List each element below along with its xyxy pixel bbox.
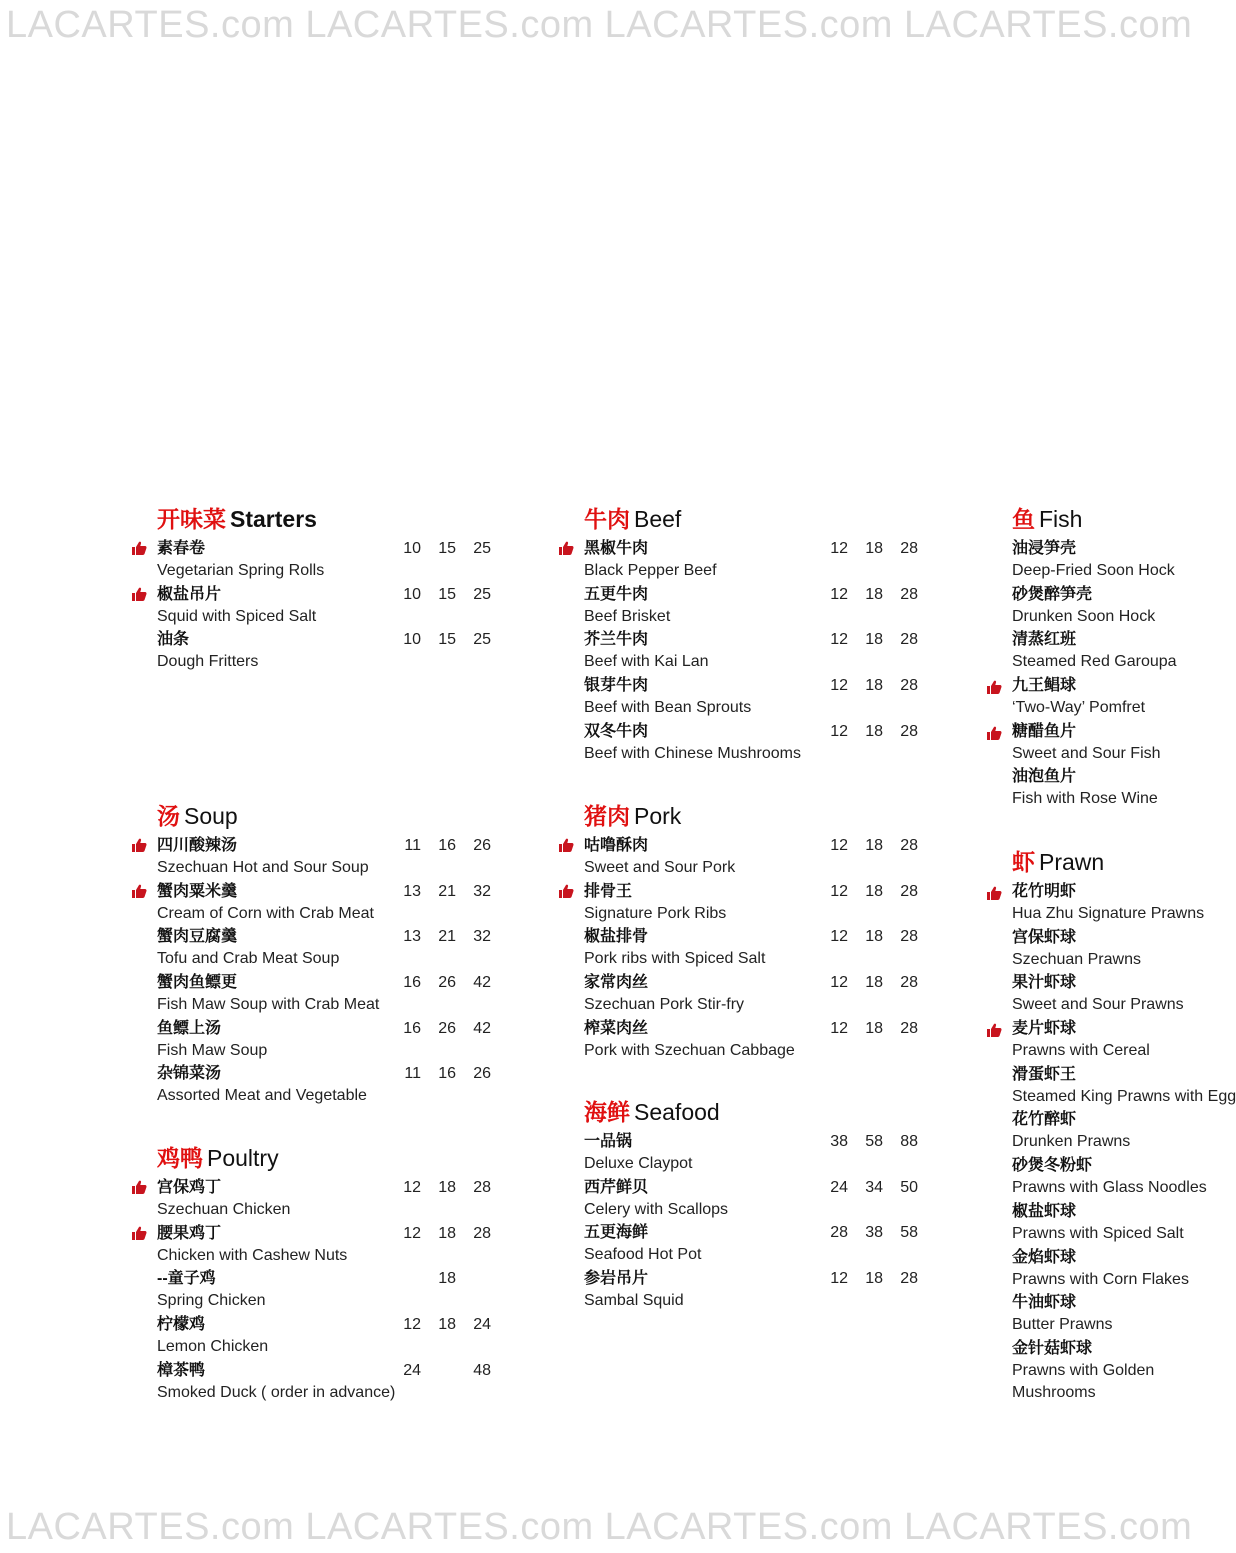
menu-item [1012, 675, 1200, 721]
section-heading [157, 1141, 537, 1175]
price-large: 28 [900, 928, 918, 946]
price-small: 12 [830, 722, 848, 740]
item-name-zh: 油泡鱼片 [1012, 768, 1077, 786]
item-name-zh: 素春卷 [157, 540, 206, 557]
price-small: 16 [403, 974, 421, 992]
menu-item [1012, 1201, 1200, 1247]
item-name-en: Spring Chicken [157, 1292, 266, 1310]
price-large: 28 [900, 1019, 918, 1037]
price-medium: 18 [865, 837, 883, 854]
item-name-en: Smoked Duck ( order in advance) [157, 1383, 396, 1401]
price-large: 50 [900, 1178, 918, 1196]
item-name-en: Beef with Chinese Mushrooms [584, 744, 801, 762]
price-large: 25 [473, 540, 491, 557]
item-name-zh: 椒盐排骨 [584, 928, 649, 946]
menu-item [1012, 1018, 1200, 1064]
price-large: 32 [473, 928, 491, 946]
item-name-en: Deluxe Claypot [584, 1155, 693, 1172]
section-heading [157, 502, 537, 536]
price-medium: 18 [865, 882, 883, 900]
thumbs-up-icon [558, 884, 574, 898]
price-medium: 15 [438, 540, 456, 557]
item-list [157, 538, 537, 675]
price-medium: 18 [865, 631, 883, 649]
price-small: 10 [403, 540, 421, 557]
price-medium [426, 1360, 456, 1382]
price-small [391, 1268, 421, 1290]
menu-item [157, 629, 537, 675]
item-name-zh: 蟹肉粟米羹 [157, 882, 238, 900]
menu-item [157, 835, 537, 881]
menu-item [584, 721, 964, 767]
menu-item [157, 1268, 537, 1314]
price-small: 13 [403, 928, 421, 946]
item-name-en: ‘Two-Way’ Pomfret [1012, 699, 1146, 717]
item-name-zh: 双冬牛肉 [584, 722, 649, 740]
menu-item [584, 1018, 964, 1064]
price-large: 28 [900, 837, 918, 854]
item-name-zh: 参岩吊片 [584, 1270, 649, 1288]
item-name-en: Drunken Soon Hock [1012, 607, 1156, 625]
item-name-en: Butter Prawns [1012, 1316, 1113, 1334]
item-name-en: Seafood Hot Pot [584, 1246, 702, 1264]
item-name-zh: 杂锦菜汤 [157, 1065, 222, 1083]
price-small: 24 [403, 1361, 421, 1379]
thumbs-up-icon [986, 886, 1002, 900]
item-name-zh: 五更海鲜 [584, 1224, 649, 1242]
price-small: 38 [830, 1133, 848, 1150]
thumbs-up-icon [131, 1180, 147, 1194]
item-name-zh: 花竹醉虾 [1012, 1111, 1077, 1129]
price-medium: 16 [438, 837, 456, 854]
section-title-zh: 海鲜 [584, 1099, 630, 1125]
menu-item [1012, 1247, 1200, 1293]
watermark-top: LACARTES.com LACARTES.com LACARTES.com LACARTES.com [6, 4, 1193, 46]
item-name-zh: 腰果鸡丁 [157, 1224, 222, 1242]
menu-item [1012, 766, 1200, 812]
price-small: 28 [830, 1224, 848, 1242]
menu-item [584, 538, 964, 584]
price-medium: 18 [865, 540, 883, 557]
section-title-en: Fish [1039, 506, 1083, 532]
menu-item [584, 584, 964, 630]
section-starters [157, 502, 537, 675]
menu-item [584, 835, 964, 881]
menu-item [1012, 1064, 1236, 1110]
item-name-en: Black Pepper Beef [584, 562, 717, 579]
menu-item [157, 881, 537, 927]
price-medium: 18 [865, 974, 883, 992]
thumbs-up-icon [558, 838, 574, 852]
item-name-en: Sambal Squid [584, 1292, 684, 1310]
item-name-zh: 一品锅 [584, 1133, 633, 1150]
thumbs-up-icon [131, 541, 147, 555]
price-small: 12 [830, 585, 848, 603]
menu-item [1012, 927, 1200, 973]
menu-item [584, 881, 964, 927]
item-list [584, 1131, 964, 1314]
item-name-zh: 黑椒牛肉 [584, 540, 649, 557]
item-name-zh: 糖醋鱼片 [1012, 722, 1077, 740]
item-name-zh: 芥兰牛肉 [584, 631, 649, 649]
section-title-en: Poultry [207, 1145, 279, 1171]
item-name-zh: 花竹明虾 [1012, 883, 1077, 900]
section-soup [157, 799, 537, 1109]
item-name-en: Celery with Scallops [584, 1200, 729, 1218]
price-small: 12 [403, 1316, 421, 1334]
item-name-zh: 九王鲳球 [1012, 677, 1077, 695]
section-title-zh: 汤 [157, 803, 180, 829]
menu-item [157, 584, 537, 630]
price-large: 42 [473, 974, 491, 992]
price-small: 10 [403, 585, 421, 603]
item-name-zh: 银芽牛肉 [584, 677, 649, 695]
section-title-en: Prawn [1039, 849, 1105, 875]
price-large: 28 [900, 677, 918, 695]
item-name-en: Beef with Bean Sprouts [584, 699, 752, 717]
section-heading [157, 799, 537, 833]
section-heading [1012, 845, 1200, 879]
thumbs-up-icon [131, 884, 147, 898]
price-medium: 34 [865, 1178, 883, 1196]
item-name-zh: 宫保鸡丁 [157, 1179, 222, 1196]
item-name-en: Sweet and Sour Pork [584, 859, 736, 876]
price-medium: 18 [865, 585, 883, 603]
price-large: 26 [473, 837, 491, 854]
item-name-en: Lemon Chicken [157, 1338, 269, 1356]
item-name-en: Prawns with Cereal [1012, 1042, 1150, 1060]
thumbs-up-icon [986, 1023, 1002, 1037]
price-large: 88 [900, 1133, 918, 1150]
price-small: 12 [830, 974, 848, 992]
menu-item [1012, 1292, 1200, 1338]
thumbs-up-icon [131, 587, 147, 601]
menu-item [584, 926, 964, 972]
menu-item [1012, 1109, 1200, 1155]
item-name-en: Fish Maw Soup with Crab Meat [157, 996, 380, 1014]
price-medium: 15 [438, 631, 456, 649]
section-heading [584, 799, 964, 833]
price-medium: 15 [438, 585, 456, 603]
price-large [461, 1268, 491, 1290]
menu-item [157, 538, 537, 584]
price-medium: 26 [438, 1019, 456, 1037]
price-large: 28 [900, 882, 918, 900]
menu-item [1012, 881, 1205, 927]
item-name-en: Assorted Meat and Vegetable [157, 1087, 367, 1105]
item-name-zh: 油浸笋壳 [1012, 540, 1077, 557]
item-name-zh: 砂煲醉笋壳 [1012, 585, 1093, 603]
price-large: 28 [900, 631, 918, 649]
item-name-zh: 椒盐吊片 [157, 585, 222, 603]
menu-item [157, 1314, 537, 1360]
item-name-en: Sweet and Sour Prawns [1012, 996, 1184, 1014]
item-name-zh: 四川酸辣汤 [157, 837, 238, 854]
item-name-en: Chicken with Cashew Nuts [157, 1246, 348, 1264]
menu-item [157, 1223, 537, 1269]
price-large: 28 [900, 585, 918, 603]
price-medium: 18 [438, 1316, 456, 1334]
price-small: 12 [403, 1179, 421, 1196]
item-name-zh: 牛油虾球 [1012, 1294, 1077, 1312]
item-name-zh: 宫保虾球 [1012, 928, 1077, 946]
thumbs-up-icon [986, 726, 1002, 740]
item-name-en: Beef with Kai Lan [584, 653, 709, 671]
item-name-en-line2: Mushrooms [1012, 1383, 1096, 1401]
price-large: 26 [473, 1065, 491, 1083]
item-name-zh: 果汁虾球 [1012, 974, 1077, 992]
item-name-en: Pork with Szechuan Cabbage [584, 1041, 795, 1059]
item-name-en: Drunken Prawns [1012, 1133, 1131, 1151]
item-name-zh: --童子鸡 [157, 1270, 216, 1288]
price-large: 32 [473, 882, 491, 900]
price-large: 25 [473, 631, 491, 649]
section-title-en: Starters [230, 506, 317, 532]
menu-item [1012, 629, 1200, 675]
item-name-zh: 柠檬鸡 [157, 1316, 206, 1334]
item-list [157, 835, 537, 1109]
price-medium: 58 [865, 1133, 883, 1150]
price-small: 12 [830, 1019, 848, 1037]
menu-item [584, 1222, 964, 1268]
menu-item [584, 675, 964, 721]
menu-item [157, 972, 537, 1018]
menu-item [1012, 1338, 1200, 1408]
price-medium: 18 [865, 1019, 883, 1037]
section-title-zh: 鸡鸭 [157, 1145, 203, 1171]
price-medium: 16 [438, 1065, 456, 1083]
thumbs-up-icon [558, 541, 574, 555]
price-large: 28 [900, 1270, 918, 1288]
item-name-en: Steamed King Prawns with Egg [1012, 1087, 1236, 1105]
item-name-en: Tofu and Crab Meat Soup [157, 950, 340, 968]
item-name-en: Prawns with Spiced Salt [1012, 1224, 1184, 1242]
item-name-en: Hua Zhu Signature Prawns [1012, 905, 1205, 922]
thumbs-up-icon [131, 1226, 147, 1240]
item-name-zh: 鱼鳔上汤 [157, 1019, 222, 1037]
section-poultry [157, 1141, 537, 1405]
section-heading [584, 502, 964, 536]
menu-item [584, 1131, 964, 1177]
price-large: 28 [900, 540, 918, 557]
section-beef [584, 502, 964, 766]
menu-item [1012, 538, 1200, 584]
menu-item [157, 1360, 537, 1406]
menu-item [584, 972, 964, 1018]
item-name-zh: 西芹鲜贝 [584, 1178, 649, 1196]
price-small: 12 [403, 1224, 421, 1242]
item-name-zh: 五更牛肉 [584, 585, 649, 603]
section-title-en: Pork [634, 803, 682, 829]
section-heading [1012, 502, 1200, 536]
item-list [1012, 538, 1200, 812]
item-name-zh: 樟茶鸭 [157, 1361, 206, 1379]
item-name-en: Szechuan Hot and Sour Soup [157, 859, 369, 876]
thumbs-up-icon [986, 680, 1002, 694]
menu-item [157, 1177, 537, 1223]
section-title-zh: 虾 [1012, 849, 1035, 875]
price-small: 10 [403, 631, 421, 649]
item-name-en: Deep-Fried Soon Hock [1012, 562, 1175, 579]
section-heading [584, 1095, 964, 1129]
item-name-en: Szechuan Pork Stir-fry [584, 996, 745, 1014]
item-name-zh: 油条 [157, 631, 190, 649]
item-name-en: Pork ribs with Spiced Salt [584, 950, 766, 968]
price-small: 12 [830, 631, 848, 649]
item-name-en: Sweet and Sour Fish [1012, 744, 1161, 762]
price-small: 12 [830, 677, 848, 695]
price-small: 11 [404, 1065, 421, 1083]
menu-item [584, 629, 964, 675]
menu-item [1012, 972, 1200, 1018]
section-title-en: Seafood [634, 1099, 720, 1125]
section-title-en: Beef [634, 506, 682, 532]
price-small: 12 [830, 928, 848, 946]
item-name-zh: 金焰虾球 [1012, 1248, 1077, 1266]
item-name-zh: 排骨王 [584, 882, 633, 900]
item-name-zh: 榨菜肉丝 [584, 1019, 649, 1037]
price-medium: 18 [438, 1270, 456, 1288]
price-small: 11 [404, 837, 421, 854]
price-medium: 18 [438, 1224, 456, 1242]
item-name-zh: 咕噜酥肉 [584, 837, 649, 854]
price-large: 24 [473, 1316, 491, 1334]
price-medium: 38 [865, 1224, 883, 1242]
watermark-bottom: LACARTES.com LACARTES.com LACARTES.com LACARTES.com [6, 1506, 1193, 1548]
price-small: 12 [830, 837, 848, 854]
price-large: 42 [473, 1019, 491, 1037]
item-name-en: Dough Fritters [157, 653, 259, 671]
item-name-zh: 椒盐虾球 [1012, 1202, 1077, 1220]
item-name-en: Prawns with Corn Flakes [1012, 1270, 1189, 1288]
menu-item [584, 1268, 964, 1314]
section-title-zh: 鱼 [1012, 506, 1035, 532]
item-name-en: Signature Pork Ribs [584, 904, 727, 922]
section-prawn [1012, 845, 1236, 1408]
price-medium: 18 [438, 1179, 456, 1196]
price-large: 25 [473, 585, 491, 603]
price-large: 58 [900, 1224, 918, 1242]
item-list [584, 835, 964, 1063]
item-list [157, 1177, 537, 1405]
section-title-en: Soup [184, 803, 238, 829]
section-title-zh: 牛肉 [584, 506, 630, 532]
price-large: 48 [473, 1361, 491, 1379]
price-small: 24 [830, 1178, 848, 1196]
price-small: 13 [403, 882, 421, 900]
price-medium: 21 [438, 928, 456, 946]
menu-item [1012, 1155, 1207, 1201]
price-large: 28 [473, 1224, 491, 1242]
item-name-en: Szechuan Prawns [1012, 950, 1141, 968]
menu-item [584, 1177, 964, 1223]
item-name-zh: 家常肉丝 [584, 974, 649, 992]
section-title-zh: 猪肉 [584, 803, 630, 829]
item-name-zh: 滑蛋虾王 [1012, 1065, 1077, 1083]
price-small: 12 [830, 1270, 848, 1288]
item-name-en: Steamed Red Garoupa [1012, 653, 1177, 671]
item-name-en: Prawns with Glass Noodles [1012, 1179, 1207, 1197]
price-medium: 18 [865, 928, 883, 946]
item-name-en: Squid with Spiced Salt [157, 607, 317, 625]
price-small: 12 [830, 540, 848, 557]
item-name-en: Beef Brisket [584, 607, 671, 625]
item-name-zh: 麦片虾球 [1012, 1020, 1077, 1038]
item-name-en: Vegetarian Spring Rolls [157, 562, 325, 579]
price-large: 28 [900, 974, 918, 992]
menu-item [157, 1018, 537, 1064]
section-pork [584, 799, 964, 1063]
menu-item [1012, 721, 1200, 767]
item-name-zh: 清蒸红班 [1012, 631, 1077, 649]
item-name-zh: 蟹肉鱼鳔更 [157, 974, 238, 992]
price-medium: 26 [438, 974, 456, 992]
price-medium: 18 [865, 677, 883, 695]
price-medium: 18 [865, 1270, 883, 1288]
item-name-zh: 蟹肉豆腐羹 [157, 928, 238, 946]
item-name-en: Cream of Corn with Crab Meat [157, 904, 374, 922]
price-medium: 21 [438, 882, 456, 900]
section-seafood [584, 1095, 964, 1314]
price-small: 12 [830, 882, 848, 900]
price-large: 28 [900, 722, 918, 740]
menu-item [157, 926, 537, 972]
item-name-en: Szechuan Chicken [157, 1201, 291, 1218]
item-name-en: Fish Maw Soup [157, 1041, 268, 1059]
price-medium: 18 [865, 722, 883, 740]
item-name-en: Prawns with Golden [1012, 1361, 1155, 1379]
item-list [1012, 881, 1236, 1408]
item-list [584, 538, 964, 766]
price-small: 16 [403, 1019, 421, 1037]
thumbs-up-icon [131, 838, 147, 852]
section-fish [1012, 502, 1200, 812]
menu-item [1012, 584, 1200, 630]
section-title-zh: 开味菜 [157, 506, 226, 532]
item-name-zh: 金针菇虾球 [1012, 1339, 1093, 1357]
item-name-zh: 砂煲冬粉虾 [1012, 1157, 1093, 1175]
menu-item [157, 1063, 537, 1109]
price-large: 28 [473, 1179, 491, 1196]
item-name-en: Fish with Rose Wine [1012, 790, 1158, 808]
